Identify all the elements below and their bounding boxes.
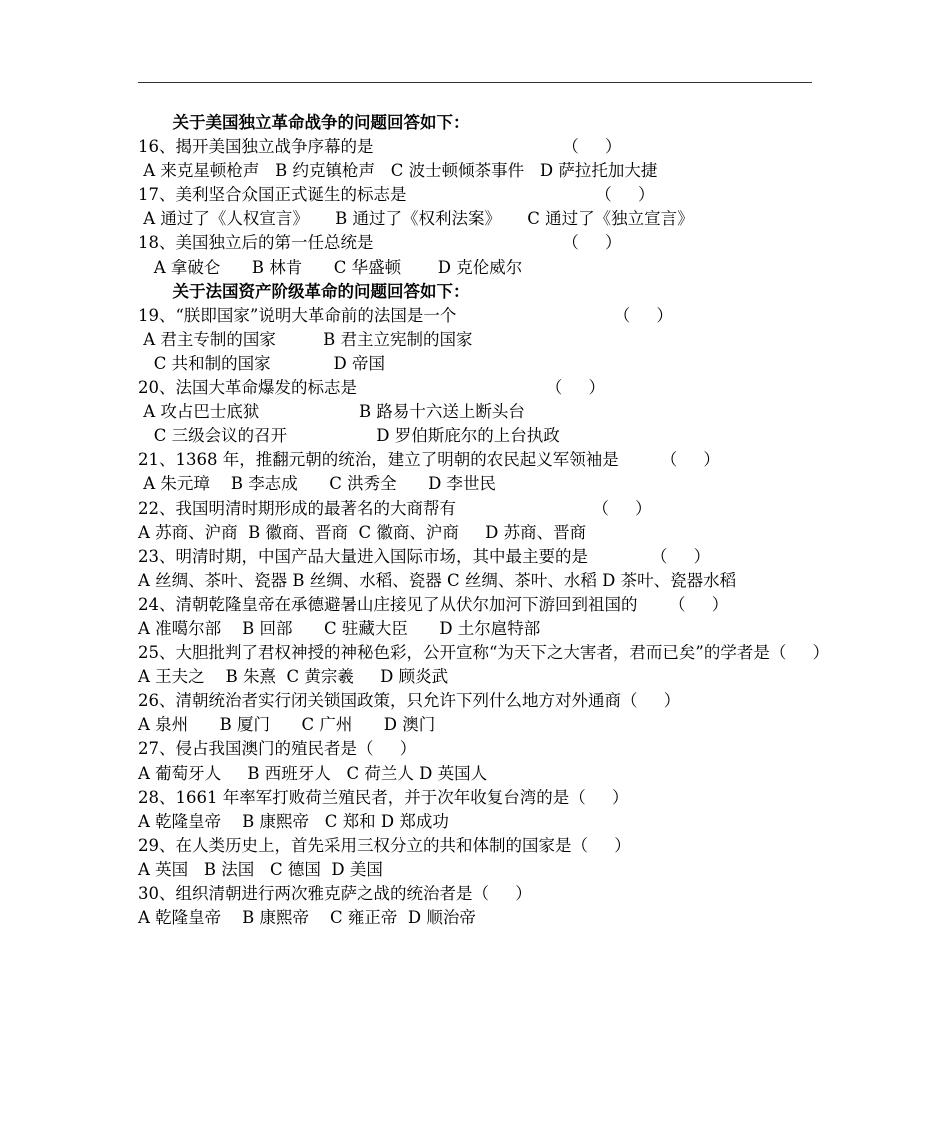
- text-line: 17、美利坚合众国正式诞生的标志是 （ ）: [138, 185, 655, 205]
- text-line: 29、在人类历史上，首先采用三权分立的共和体制的国家是（ ）: [138, 835, 631, 855]
- text-line: 30、组织清朝进行两次雅克萨之战的统治者是（ ）: [138, 884, 532, 903]
- text-line: A 来克星顿枪声 B 约克镇枪声 C 波士顿倾茶事件 D 萨拉托加大捷: [138, 161, 658, 181]
- text-line: 25、大胆批判了君权神授的神秘色彩，公开宣称“为天下之大害者，君而已矣”的学者是（ ）: [138, 643, 830, 663]
- text-line: A 英国 B 法国 C 德国 D 美国: [138, 859, 383, 879]
- text-line: 24、清朝乾隆皇帝在承德避暑山庄接见了从伏尔加河下游回到祖国的 （ ）: [138, 594, 729, 614]
- text-line: 27、侵占我国澳门的殖民者是（ ）: [138, 739, 417, 759]
- text-line: A 王夫之 B 朱熹 C 黄宗羲 D 顾炎武: [138, 667, 449, 687]
- text-line: 21、1368 年，推翻元朝的统治，建立了明朝的农民起义军领袖是 （ ）: [138, 450, 720, 470]
- section-heading: 关于法国资产阶级革命的问题回答如下：: [138, 281, 470, 301]
- text-line: A 朱元璋 B 李志成 C 洪秀全 D 李世民: [138, 474, 497, 494]
- question-list: [138, 111, 828, 930]
- text-line: 22、我国明清时期形成的最著名的大商帮有 （ ）: [138, 498, 652, 518]
- text-line: 26、清朝统治者实行闭关锁国政策，只允许下列什么地方对外通商（ ）: [138, 691, 681, 711]
- text-line: 19、“朕即国家”说明大革命前的法国是一个 （ ）: [138, 305, 673, 325]
- text-line: A 乾隆皇帝 B 康熙帝 C 郑和 D 郑成功: [138, 811, 449, 831]
- text-line: A 乾隆皇帝 B 康熙帝 C 雍正帝 D 顺治帝: [138, 908, 476, 928]
- text-line: C 三级会议的召开 D 罗伯斯庇尔的上台执政: [138, 426, 560, 446]
- text-line: 23、明清时期，中国产品大量进入国际市场，其中最主要的是 （ ）: [138, 546, 711, 566]
- text-line: A 葡萄牙人 B 西班牙人 C 荷兰人 D 英国人: [138, 763, 488, 783]
- text-line: A 攻占巴士底狱 B 路易十六送上断头台: [138, 402, 525, 422]
- text-line: A 苏商、沪商 B 徽商、晋商 C 徽商、沪商 D 苏商、晋商: [138, 522, 587, 542]
- header-rule: [138, 82, 812, 83]
- text-line: C 共和制的国家 D 帝国: [138, 353, 386, 373]
- text-line: 16、揭开美国独立战争序幕的是 （ ）: [138, 137, 622, 157]
- text-line: 20、法国大革命爆发的标志是 （ ）: [138, 378, 606, 398]
- text-line: A 君主专制的国家 B 君主立宪制的国家: [138, 329, 473, 349]
- text-line: 18、美国独立后的第一任总统是 （ ）: [138, 233, 622, 253]
- text-line: A 通过了《人权宣言》 B 通过了《权利法案》 C 通过了《独立宣言》: [138, 209, 694, 229]
- text-line: A 丝绸、茶叶、瓷器 B 丝绸、水稻、瓷器 C 丝绸、茶叶、水稻 D 茶叶、瓷器水稻: [138, 570, 737, 590]
- text-line: 28、1661 年率军打败荷兰殖民者，并于次年收复台湾的是（ ）: [138, 787, 629, 807]
- text-line: A 泉州 B 厦门 C 广州 D 澳门: [138, 715, 436, 735]
- text-line: A 准噶尔部 B 回部 C 驻藏大臣 D 土尔扈特部: [138, 618, 541, 638]
- text-line: A 拿破仑 B 林肯 C 华盛顿 D 克伦威尔: [138, 257, 523, 277]
- section-heading: 关于美国独立革命战争的问题回答如下：: [138, 113, 470, 132]
